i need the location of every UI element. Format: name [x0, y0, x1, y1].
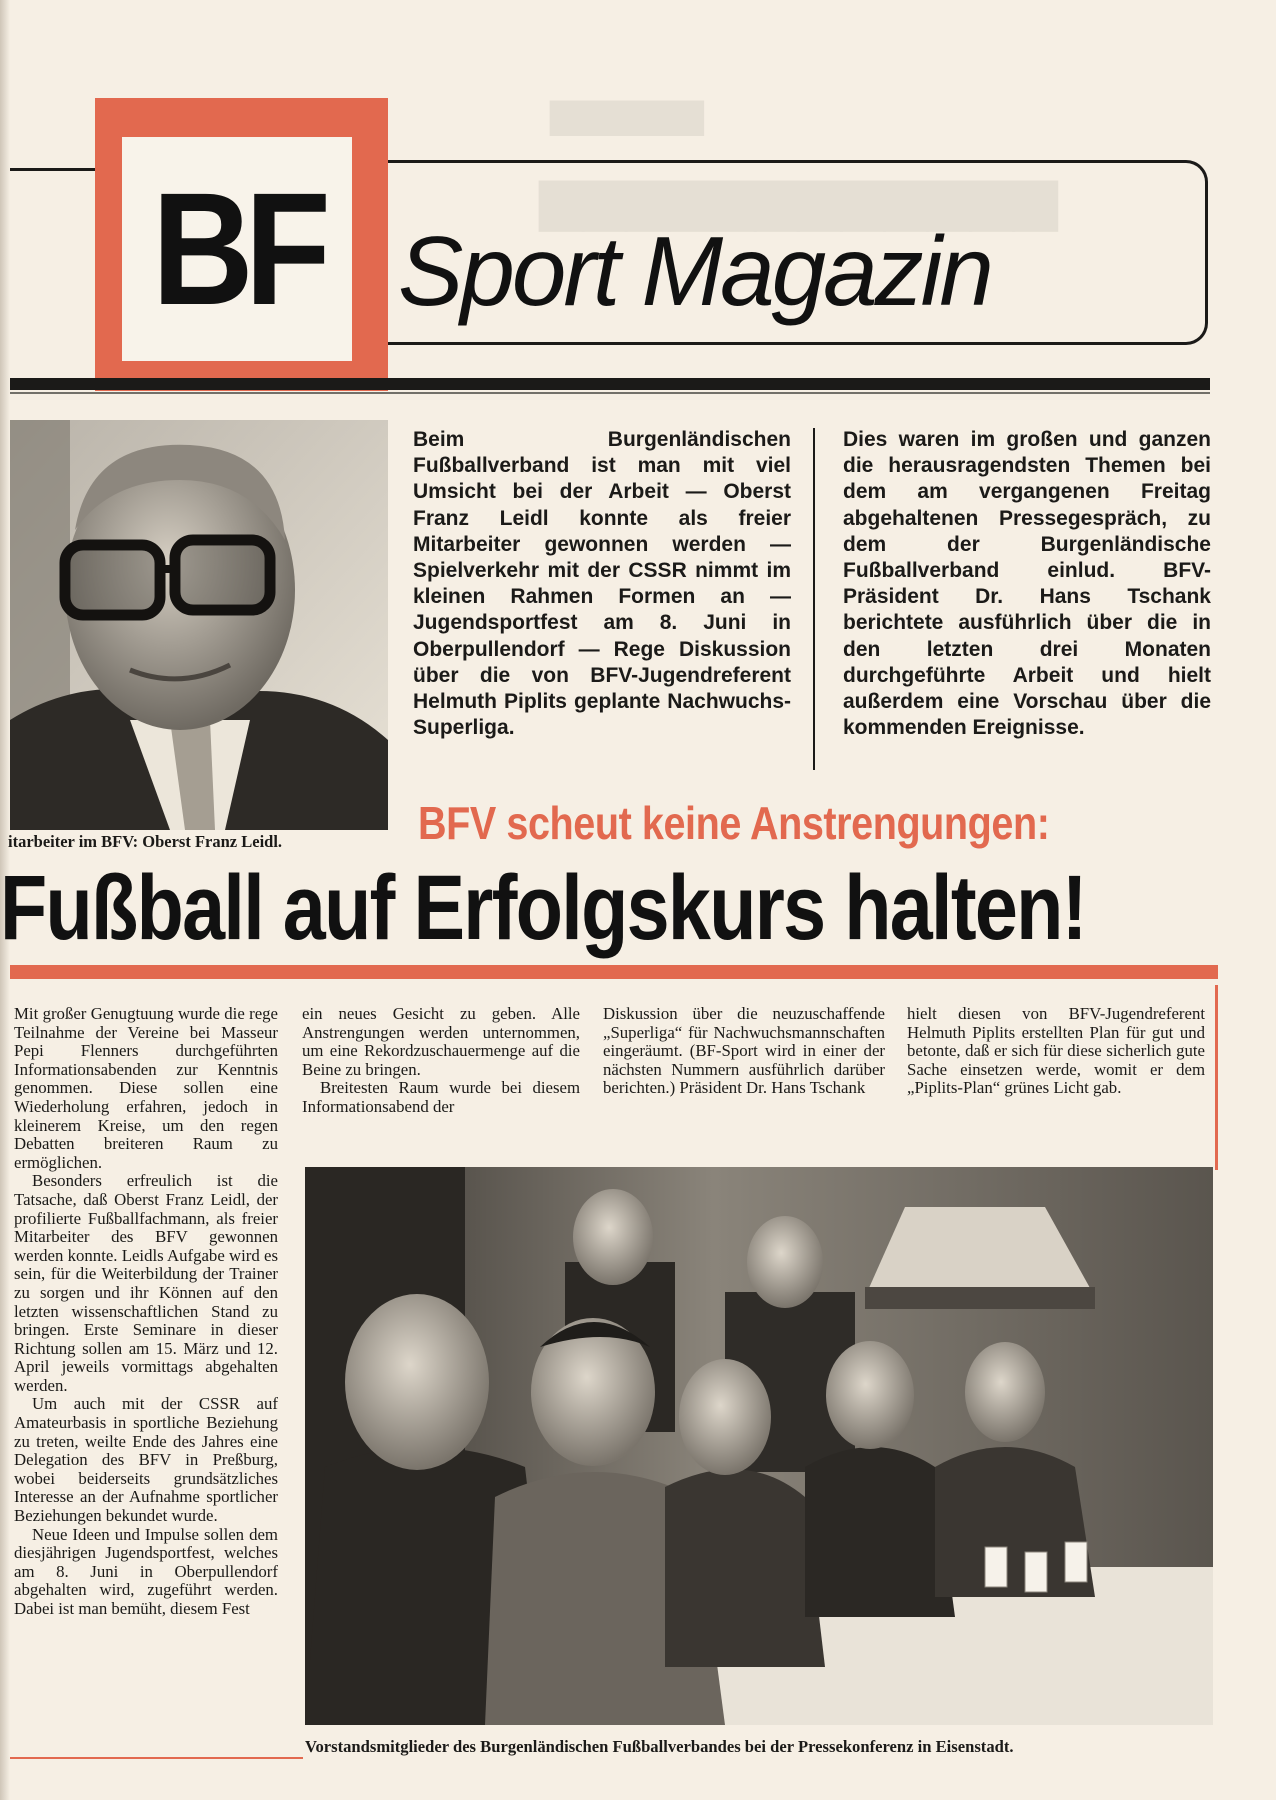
body-paragraph: hielt diesen von BFV-Jugendreferent Helmuth Piplits erstellten Plan für gut und betonte, daß er sich für diese sicherlich gute Sache einsetzen werde, womit er dem „Piplits-Plan“ grünes Licht gab. [907, 1004, 1205, 1098]
main-headline: Fußball auf Erfolgskurs halten! [0, 857, 1086, 959]
lead-paragraph-right: Dies waren im großen und ganzen die herausragendsten Themen bei dem am vergangenen Freitag abgehaltenen Pressegespräch, zu dem der Burgenländische Fußballverband einlud. BFV-Präsident Dr. Hans Tschank berichtete ausführlich über die in den letzten drei Monaten durchgeführte Arbeit und hielt außerdem eine Vorschau über die kommenden Ereignisse. [843, 428, 1211, 740]
body-paragraph: Besonders erfreulich ist die Tatsache, daß Oberst Franz Leidl, der profilierte Fußballfachmann, als freier Mitarbeiter des BFV gewonnen werden konnte. Leidls Aufgabe wird es sein, für die Weiterbildung der Trainer zu sorgen und ihr Können auf den letzten wissenschaftlichen Stand zu bringen. Erste Seminare in dieser Richtung sollen am 15. März und 12. April jeweils vormittags abgehalten werden. [14, 1171, 278, 1395]
portrait-caption: itarbeiter im BFV: Oberst Franz Leidl. [8, 832, 283, 851]
body-paragraph: Diskussion über die neuzuschaffende „Superliga“ für Nachwuchsmannschaften eingeräumt. (BF-Sport wird in einer der nächsten Nummern ausführlich darüber berichten.) Präsident Dr. Hans Tschank [603, 1004, 885, 1098]
bleed-through-decoration: ▆▆▆▆▆ [550, 91, 704, 135]
bf-logo: BF [151, 159, 323, 338]
body-column-1 [14, 1005, 278, 1619]
headline-red-band [10, 965, 1218, 979]
body-paragraph: Breitesten Raum wurde bei diesem Informationsabend der [302, 1078, 580, 1116]
masthead-bottom-rule [10, 378, 1210, 390]
headline-kicker: BFV scheut keine Anstrengungen: [418, 797, 1050, 849]
magazine-title: Sport Magazin [398, 216, 991, 326]
body-paragraph: ein neues Gesicht zu geben. Alle Anstrengungen werden unternommen, um eine Rekordzuschauermenge auf die Beine zu bringen. [302, 1004, 580, 1079]
body-paragraph: Mit großer Genugtuung wurde die rege Teilnahme der Vereine bei Masseur Pepi Flenners durchgeführten Informationsabenden zur Kenntnis genommen. Diese sollen eine Wiederholung erfahren, jedoch in kleinerem Kreise, um den regen Debatten breiteren Raum zu ermöglichen. [14, 1004, 278, 1172]
lead-divider [813, 428, 815, 770]
footer-red-rule [10, 1757, 303, 1759]
column-red-rule [1215, 985, 1218, 1170]
portrait-photo [10, 420, 388, 830]
body-column-2 [302, 1005, 580, 1117]
body-paragraph: Neue Ideen und Impulse sollen dem diesjährigen Jugendsportfest, welches am 8. Juni in Oberpullendorf abgehalten wird, zugeführt werden. Dabei ist man bemüht, diesem Fest [14, 1524, 278, 1618]
lead-paragraph-left: Beim Burgenländischen Fußballverband ist man mit viel Umsicht bei der Arbeit — Oberst Franz Leidl konnte als freier Mitarbeiter gewonnen werden — Spielverkehr mit der CSSR nimmt im kleinen Rahmen Formen an — Jugendsportfest am 8. Juni in Oberpullendorf — Rege Diskussion über die von BFV-Jugendreferent Helmuth Piplits geplante Nachwuchs-Superliga. [413, 428, 791, 740]
photo-caption: Vorstandsmitglieder des Burgenländischen Fußballverbandes bei der Pressekonferenz in Eisenstadt. [305, 1737, 1014, 1756]
body-column-4 [907, 1005, 1205, 1098]
masthead-bottom-rule-thin [10, 392, 1210, 394]
masthead-top-rule [10, 168, 98, 171]
body-column-3 [603, 1005, 885, 1098]
press-conference-photo [305, 1167, 1213, 1725]
bleed-through-decoration-2: ▆▆▆▆▆▆▆▆▆▆▆▆ [540, 166, 1057, 229]
body-paragraph: Um auch mit der CSSR auf Amateurbasis in sportliche Beziehung zu treten, weilte Ende des Jahres eine Delegation des BFV in Preßburg, wobei beiderseits grundsätzliches Interesse an der Aufnahme sportlicher Beziehungen bekundet wurde. [14, 1394, 278, 1526]
